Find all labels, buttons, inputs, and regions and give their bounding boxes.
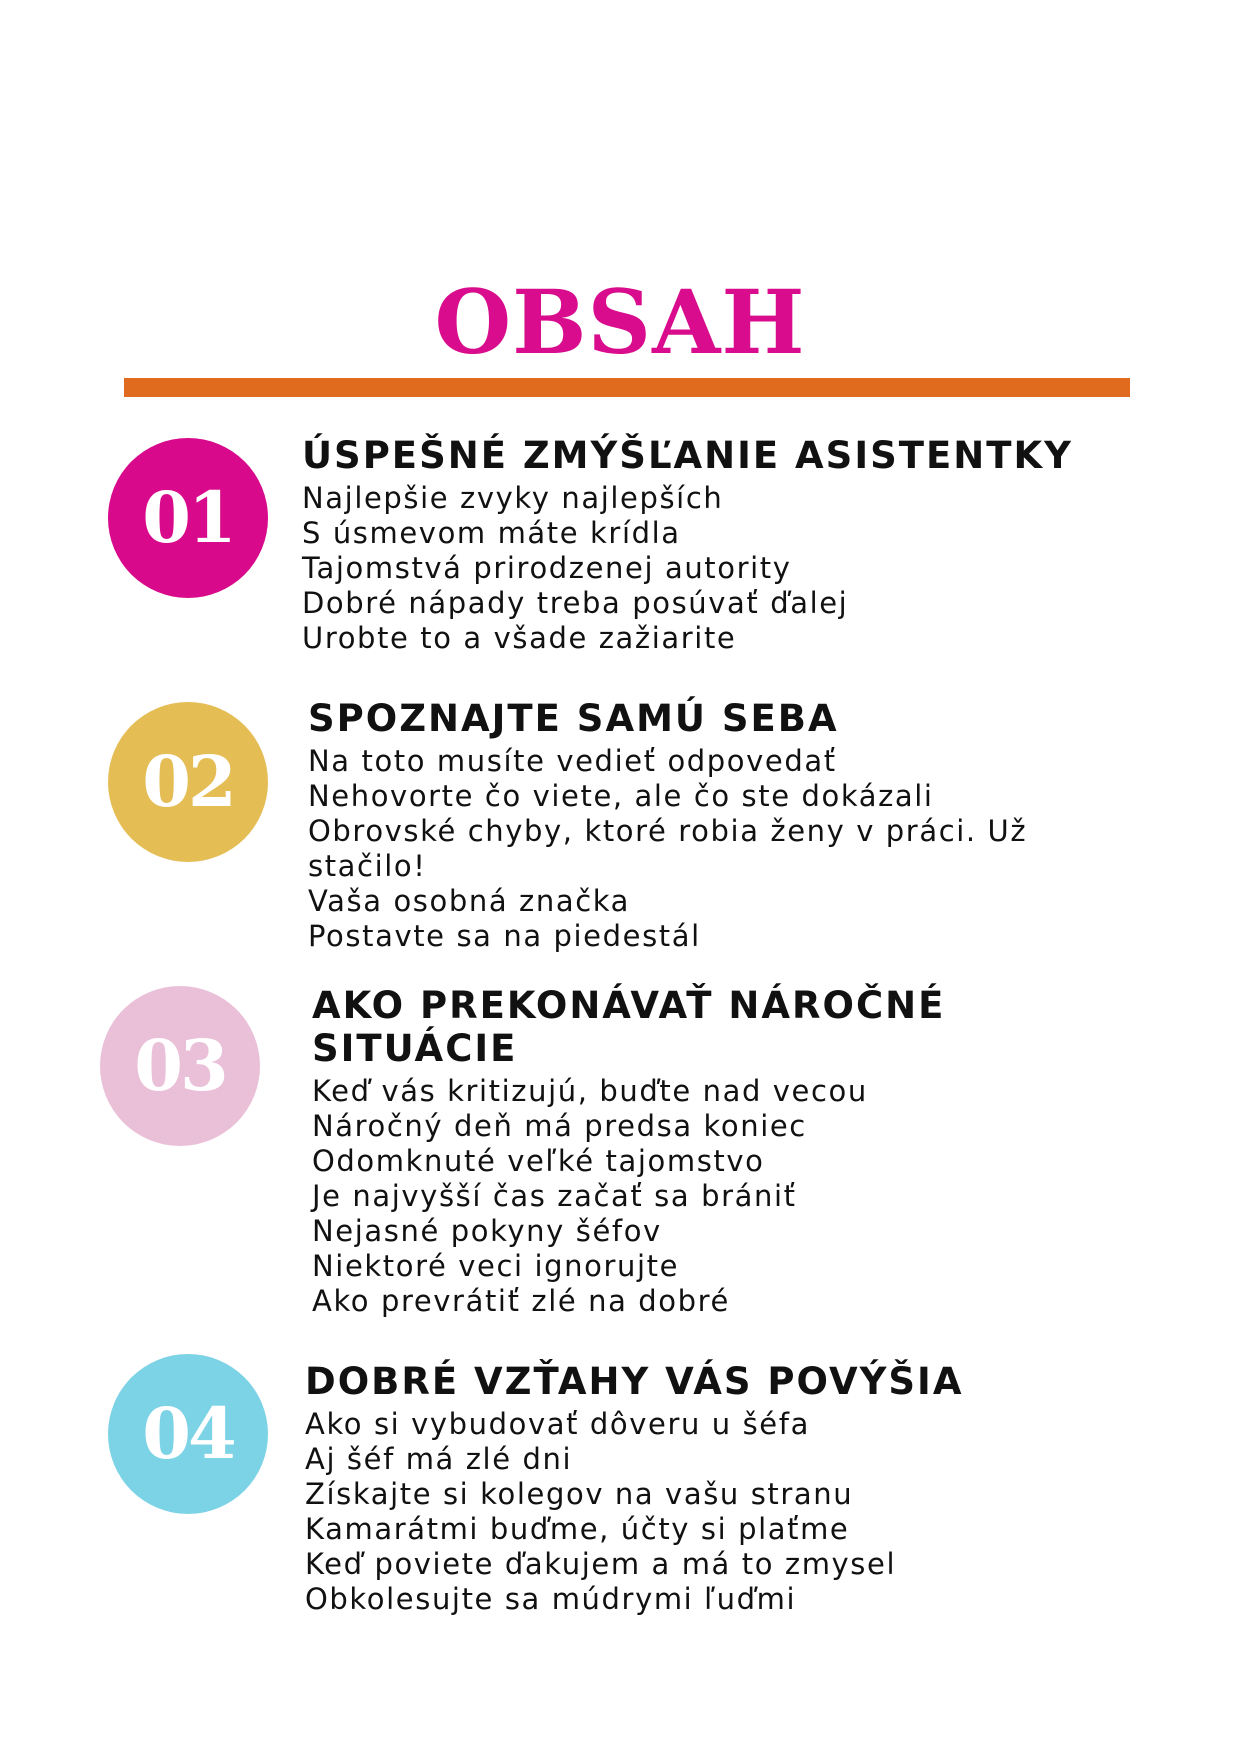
- section-item: Ako si vybudovať dôveru u šéfa: [305, 1407, 810, 1441]
- section-item: Niektoré veci ignorujte: [312, 1249, 680, 1283]
- section-number-badge: 03: [100, 986, 260, 1146]
- section-item: Je najvyšší čas začať sa brániť: [312, 1179, 797, 1213]
- toc-section: [312, 984, 1142, 1319]
- section-item-list: [312, 1074, 1142, 1319]
- section-item-list: [305, 1407, 1135, 1617]
- toc-section: [302, 434, 1132, 656]
- section-item: Aj šéf má zlé dni: [305, 1442, 573, 1476]
- section-item: Nehovorte čo viete, ale čo ste dokázali: [308, 779, 934, 813]
- section-item: Kamarátmi buďme, účty si plaťme: [305, 1512, 850, 1546]
- section-heading: AKO PREKONÁVAŤ NÁROČNÉ SITUÁCIE: [312, 984, 946, 1070]
- section-item: Dobré nápady treba posúvať ďalej: [302, 586, 849, 620]
- section-heading: DOBRÉ VZŤAHY VÁS POVÝŠIA: [305, 1360, 964, 1403]
- section-number-badge: 01: [108, 438, 268, 598]
- section-item: S úsmevom máte krídla: [302, 516, 681, 550]
- section-item-list: [308, 744, 1138, 954]
- section-item-list: [302, 481, 1132, 656]
- section-item: Najlepšie zvyky najlepších: [302, 481, 724, 515]
- section-item: Odomknuté veľké tajomstvo: [312, 1144, 765, 1178]
- section-item: Obrovské chyby, ktoré robia ženy v práci. Už stačilo!: [308, 814, 1028, 883]
- section-heading: ÚSPEŠNÉ ZMÝŠĽANIE ASISTENTKY: [302, 434, 1073, 477]
- section-item: Nejasné pokyny šéfov: [312, 1214, 662, 1248]
- section-item: Tajomstvá prirodzenej autority: [302, 551, 792, 585]
- section-number-badge: 02: [108, 702, 268, 862]
- section-item: Ako prevrátiť zlé na dobré: [312, 1284, 730, 1318]
- section-item: Obkolesujte sa múdrymi ľuďmi: [305, 1582, 797, 1616]
- title-divider: [124, 378, 1130, 397]
- section-heading: SPOZNAJTE SAMÚ SEBA: [308, 697, 839, 740]
- section-item: Postavte sa na piedestál: [308, 919, 701, 953]
- section-number-badge: 04: [108, 1354, 268, 1514]
- toc-section: [308, 697, 1138, 954]
- section-item: Keď vás kritizujú, buďte nad vecou: [312, 1074, 868, 1108]
- page-title: OBSAH: [434, 270, 806, 374]
- section-item: Keď poviete ďakujem a má to zmysel: [305, 1547, 897, 1581]
- toc-section: [305, 1360, 1135, 1617]
- section-item: Získajte si kolegov na vašu stranu: [305, 1477, 854, 1511]
- section-item: Vaša osobná značka: [308, 884, 631, 918]
- section-item: Náročný deň má predsa koniec: [312, 1109, 807, 1143]
- section-item: Na toto musíte vedieť odpovedať: [308, 744, 837, 778]
- section-item: Urobte to a všade zažiarite: [302, 621, 737, 655]
